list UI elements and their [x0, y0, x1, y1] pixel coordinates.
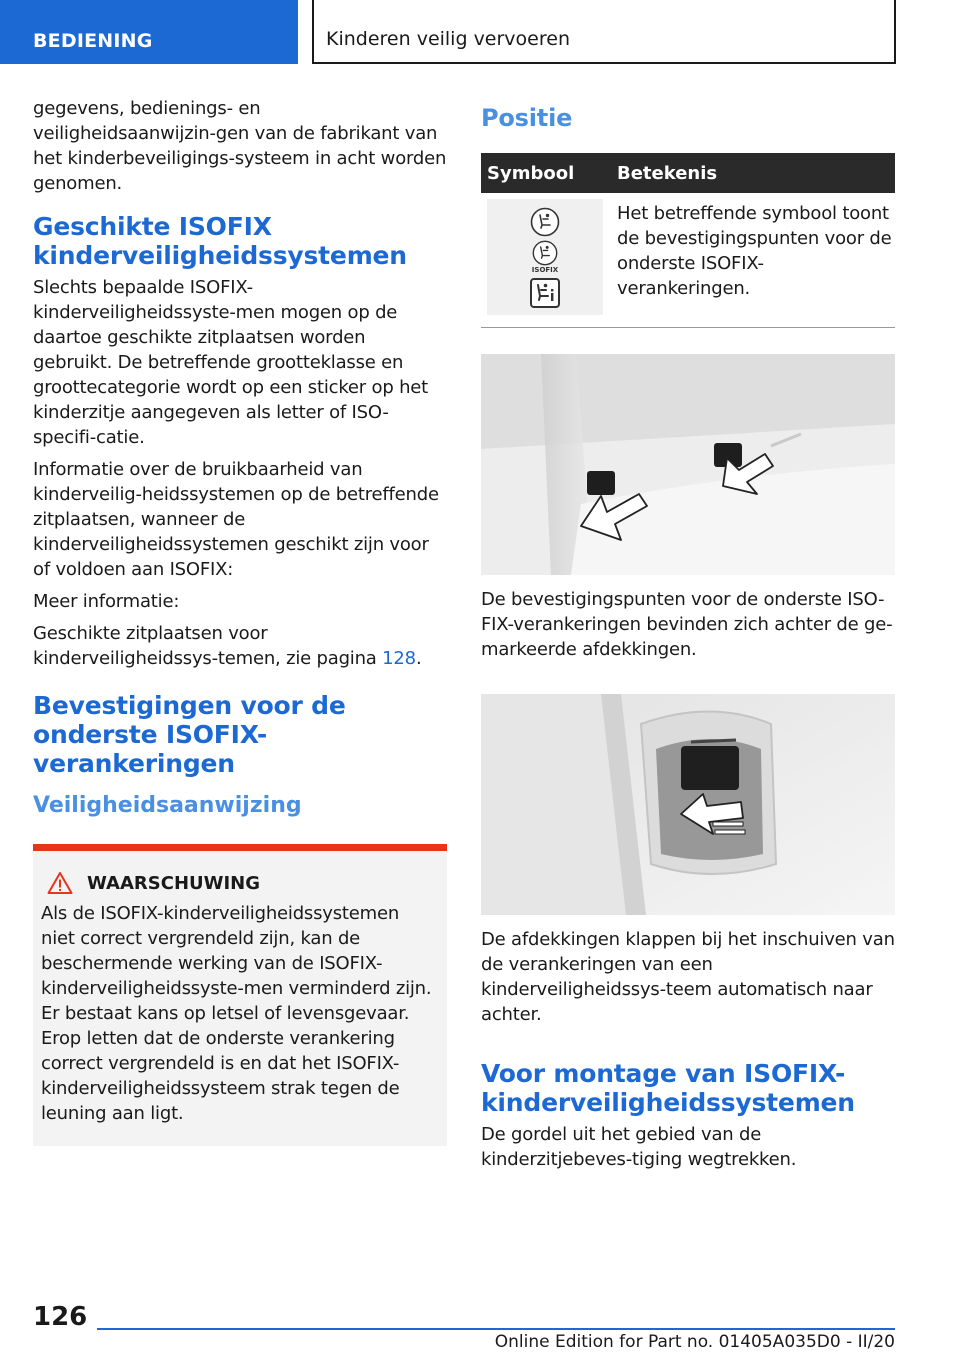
chapter-title-box — [312, 0, 896, 64]
isofix-label-icon — [532, 240, 558, 274]
warning-box — [33, 844, 447, 1146]
left-column — [33, 96, 447, 1146]
table-row — [481, 193, 895, 328]
photo-rear-seat-anchors — [481, 354, 895, 575]
page-link-128[interactable]: 128 — [382, 648, 416, 669]
paragraph-reference — [33, 621, 447, 671]
heading-before-mounting: Voor montage van ISOFIX-kinderveiligheidssystemen — [481, 1059, 855, 1117]
photo-anchor-cover — [481, 694, 895, 915]
paragraph-suitable-1: Slechts bepaalde ISOFIX-kinderveiligheidssyste-men mogen op de daartoe geschikte zitplaatsen worden gebruikt. De betreffende grootteklasse en groottecategorie wordt op een sticker op het kinderzitje aangegeven als letter of ISO-specifi-catie. — [33, 277, 429, 448]
chapter-title: Kinderen veilig vervoeren — [326, 28, 570, 50]
child-seat-square-icon — [530, 278, 560, 308]
warning-title: WAARSCHUWING — [87, 872, 261, 894]
paragraph-before-mounting: De gordel uit het gebied van de kinderzitjebeves-tiging wegtrekken. — [481, 1124, 797, 1170]
reference-end: . — [415, 648, 422, 669]
paragraph-more-info: Meer informatie: — [33, 591, 180, 612]
chapter-tab: BEDIENING — [0, 0, 298, 64]
reference-text: Geschikte zitplaatsen voor kinderveiligheidssys-temen, zie pagina — [33, 623, 383, 669]
warning-body: Als de ISOFIX-kinderveiligheidssystemen niet correct vergrendeld zijn, kan de beschermende werking van de ISOFIX-kinderveiligheidssyste-men verminderd zijn. Er bestaat kans op letsel of levensgevaar. Erop letten dat de onderste verankering correct vergrendeld is en dat het ISOFIX-kinderveiligheidssysteem strak tegen de leuning aan ligt. — [41, 903, 432, 1124]
isofix-label: ISOFIX — [531, 266, 559, 274]
warning-triangle-icon — [41, 871, 81, 895]
heading-suitable-isofix: Geschikte ISOFIX kinderveiligheidssystemen — [33, 212, 407, 270]
heading-safety-note: Veiligheidsaanwijzing — [33, 793, 302, 818]
meaning-text: Het betreffende symbool toont de bevestigingspunten voor de onderste ISOFIX-verankeringen. — [617, 203, 892, 299]
symbol-table — [481, 153, 895, 328]
child-seat-round-icon — [530, 207, 560, 237]
right-column — [481, 96, 895, 1179]
photo-caption-1: De bevestigingspunten voor de onderste ISO-FIX-verankeringen bevinden zich achter de ge-markeerde afdekkingen. — [481, 589, 893, 660]
paragraph-suitable-2: Informatie over de bruikbaarheid van kinderveilig-heidssystemen op de betreffende zitplaatsen, wanneer de kinderveiligheidssystemen geschikt zijn voor of voldoen aan ISOFIX: — [33, 459, 439, 580]
symbol-cell — [481, 193, 609, 328]
page-number: 126 — [33, 1302, 88, 1332]
warning-header — [41, 871, 435, 895]
heading-lower-anchors: Bevestigingen voor de onderste ISOFIX-verankeringen — [33, 691, 346, 778]
footer-edition: Online Edition for Part no. 01405A035D0 - II/20 — [494, 1332, 895, 1352]
table-header-meaning: Betekenis — [609, 153, 895, 193]
meaning-cell — [609, 193, 895, 328]
intro-paragraph: gegevens, bedienings- en veiligheidsaanwijzin-gen van de fabrikant van het kinderbeveiligings-systeem in acht worden genomen. — [33, 98, 447, 194]
photo-caption-2: De afdekkingen klappen bij het inschuiven van de verankeringen van een kinderveiligheidssys-teem automatisch naar achter. — [481, 929, 895, 1025]
table-header-symbol: Symbool — [481, 153, 609, 193]
isofix-symbols — [487, 199, 603, 315]
footer-rule — [97, 1328, 895, 1330]
heading-position: Positie — [481, 104, 573, 132]
